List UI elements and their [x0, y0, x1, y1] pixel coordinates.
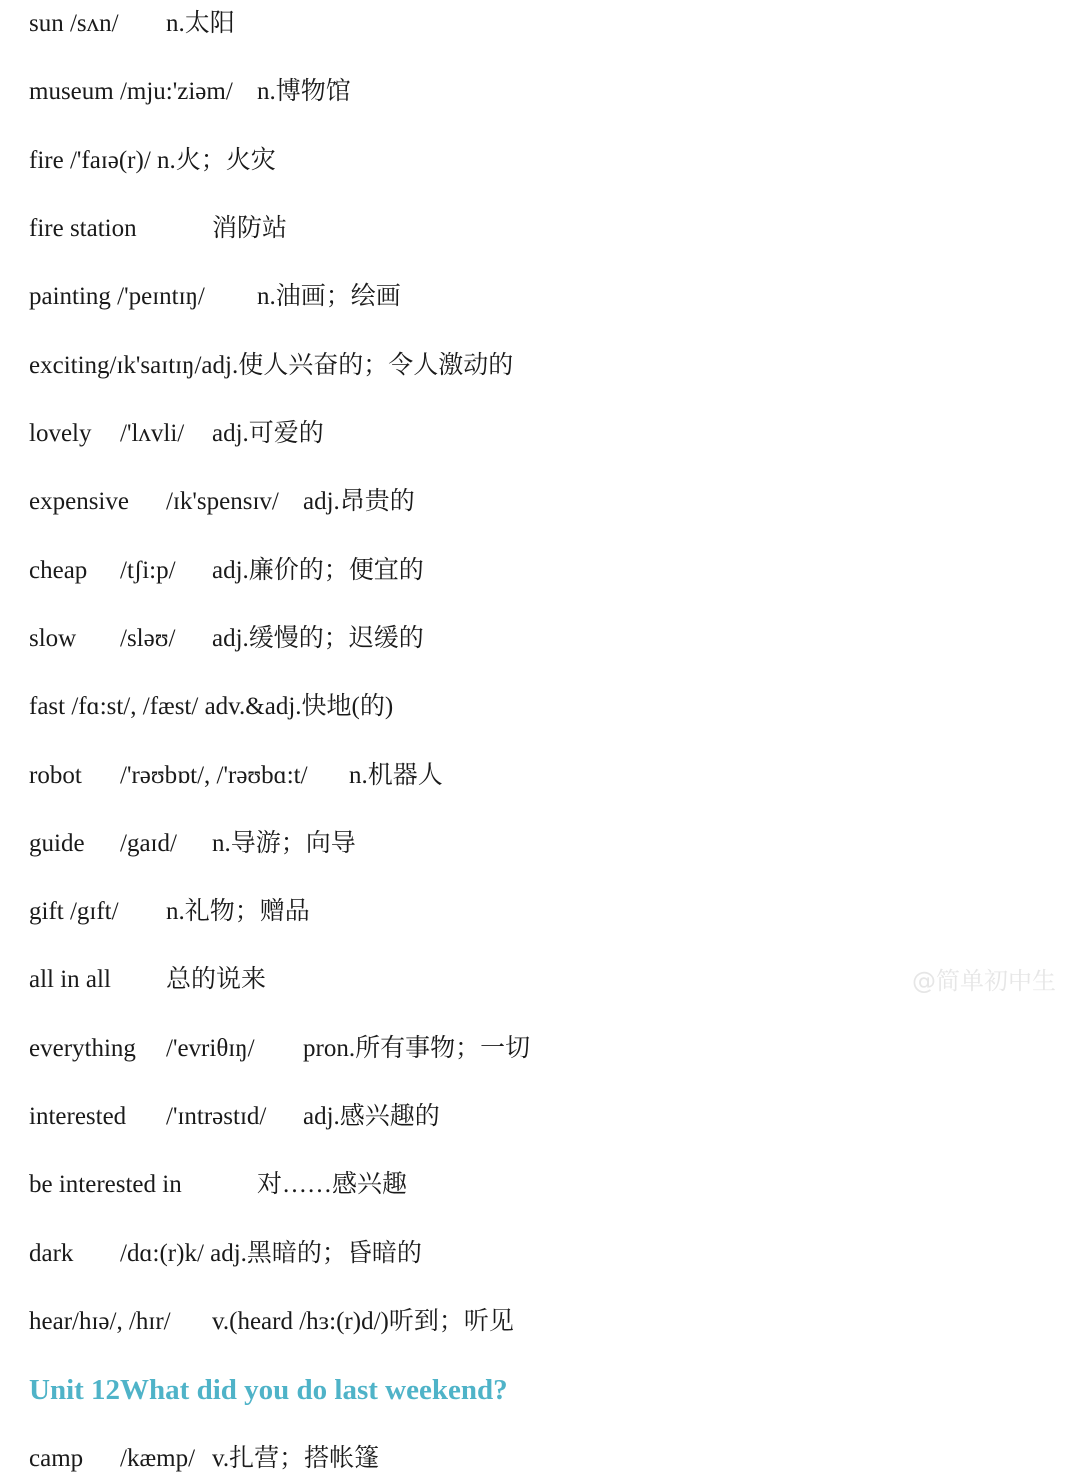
vocab-meaning: 消防站 [212, 215, 288, 242]
vocab-meaning: adj.感兴趣的 [303, 1103, 440, 1130]
vocab-word: exciting/ɪk'saɪtɪŋ/adj.使人兴奋的；令人激动的 [29, 352, 514, 379]
unit-heading: Unit 12What did you do last weekend? [29, 1374, 508, 1406]
vocab-phonetic: /kæmp/ [120, 1445, 196, 1472]
vocab-word: be interested in [29, 1171, 182, 1198]
vocab-word: expensive [29, 488, 129, 515]
vocab-meaning: n.油画；绘画 [257, 283, 401, 310]
vocab-word: dark [29, 1240, 74, 1267]
vocab-meaning: n.机器人 [349, 762, 443, 789]
vocab-word: camp [29, 1445, 84, 1472]
vocab-meaning: 总的说来 [166, 966, 267, 993]
vocab-meaning: v.(heard /hɜ:(r)d/)听到；听见 [212, 1308, 514, 1335]
vocab-meaning: n.太阳 [166, 10, 235, 37]
vocab-word: all in all [29, 966, 111, 993]
vocab-word: everything [29, 1035, 136, 1062]
vocab-phonetic: /'evriθɪŋ/ [166, 1035, 255, 1062]
vocab-word: hear/hɪə/, /hɪr/ [29, 1308, 171, 1335]
vocab-meaning: adj.昂贵的 [303, 488, 415, 515]
vocab-meaning: adj.廉价的；便宜的 [212, 557, 424, 584]
watermark: @简单初中生 [912, 967, 1056, 995]
vocab-phonetic: /dɑ:(r)k/ adj.黑暗的；昏暗的 [120, 1240, 422, 1267]
vocab-phonetic: /ɪk'spensɪv/ [166, 488, 279, 515]
vocab-meaning: n.礼物；赠品 [166, 898, 310, 925]
vocab-meaning: 对……感兴趣 [257, 1171, 408, 1198]
vocab-word: cheap [29, 557, 88, 584]
vocab-phonetic: /'ɪntrəstɪd/ [166, 1103, 267, 1130]
vocab-meaning: n.博物馆 [257, 78, 351, 105]
vocab-phonetic: /'lʌvli/ [120, 420, 185, 447]
vocab-word: interested [29, 1103, 127, 1130]
vocab-word: lovely [29, 420, 92, 447]
vocab-word: museum /mju:'ziəm/ [29, 78, 233, 105]
vocab-phonetic: /sləʊ/ [120, 625, 176, 652]
vocab-word: sun /sʌn/ [29, 10, 119, 37]
vocab-word: fast /fɑ:st/, /fæst/ adv.&adj.快地(的) [29, 693, 394, 720]
vocab-meaning: adj.可爱的 [212, 420, 324, 447]
vocab-word: painting /'peɪntɪŋ/ [29, 283, 205, 310]
vocab-word: robot [29, 762, 82, 789]
vocab-meaning: n.导游；向导 [212, 830, 356, 857]
vocab-meaning: v.扎营；搭帐篷 [212, 1445, 380, 1472]
vocab-phonetic: /'rəʊbɒt/, /'rəʊbɑ:t/ [120, 762, 308, 789]
vocab-phonetic: /gaɪd/ [120, 830, 177, 857]
vocab-word: gift /gɪft/ [29, 898, 119, 925]
vocab-word: guide [29, 830, 85, 857]
vocab-word: slow [29, 625, 77, 652]
vocab-meaning: pron.所有事物；一切 [303, 1035, 531, 1062]
vocab-meaning: adj.缓慢的；迟缓的 [212, 625, 424, 652]
vocab-phonetic: /tʃi:p/ [120, 557, 176, 584]
vocab-word: fire /'faɪə(r)/ n.火；火灾 [29, 147, 276, 174]
vocab-word: fire station [29, 215, 137, 242]
